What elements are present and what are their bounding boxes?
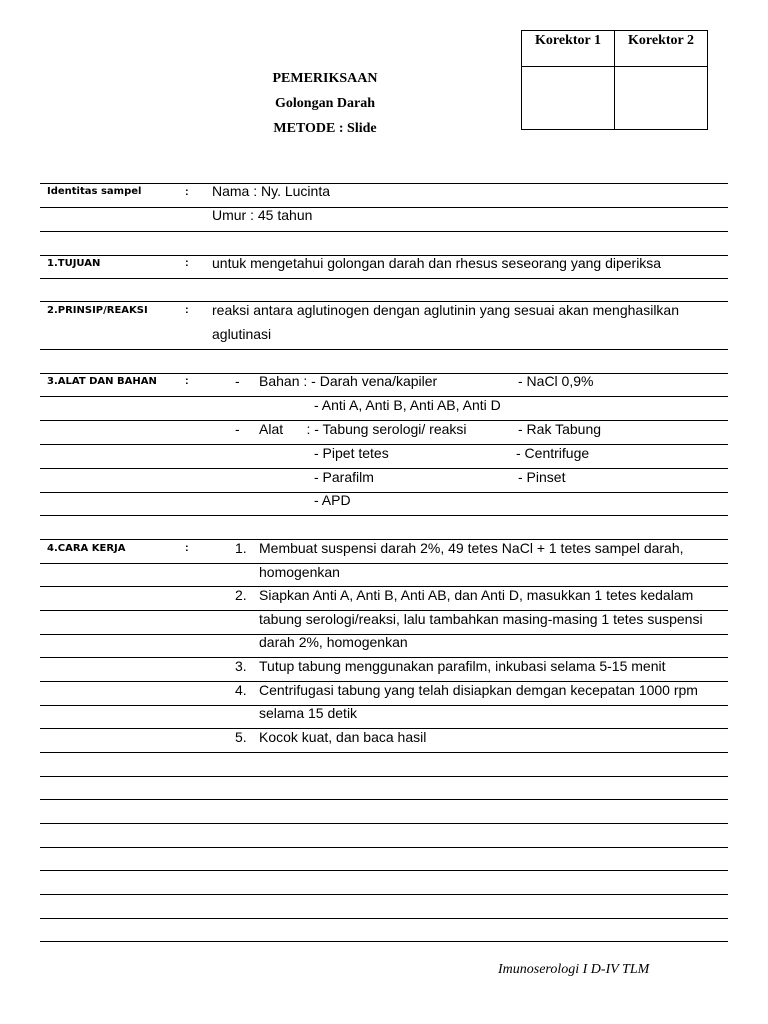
alat-item-right-3: - Pinset bbox=[518, 469, 566, 485]
step-number: 4. bbox=[235, 682, 247, 698]
corrector-2-header: Korektor 2 bbox=[628, 33, 694, 48]
step-2-line-2: tabung serologi/reaksi, lalu tambahkan masing-masing 1 tetes suspensi bbox=[259, 611, 703, 627]
corrector-1-header: Korektor 1 bbox=[535, 33, 601, 48]
corrector-box bbox=[521, 30, 708, 130]
step-4-line-2: selama 15 detik bbox=[259, 705, 358, 721]
bahan-item-1: Bahan : - Darah vena/kapiler bbox=[259, 373, 438, 389]
title-line-1: PEMERIKSAAN bbox=[272, 71, 378, 86]
corrector-2-signature-cell[interactable] bbox=[615, 67, 707, 129]
footer-course-label: Imunoserologi I D-IV TLM bbox=[498, 962, 650, 977]
bahan-item-2: - Anti A, Anti B, Anti AB, Anti D bbox=[314, 397, 501, 413]
tujuan-colon: : bbox=[185, 257, 189, 269]
alat-item-1: Alat : - Tabung serologi/ reaksi bbox=[259, 421, 467, 437]
cara-kerja-colon: : bbox=[185, 542, 189, 554]
alat-item-right-2: - Centrifuge bbox=[516, 445, 590, 461]
identity-label: Identitas sampel bbox=[47, 186, 142, 197]
step-number: 3. bbox=[235, 658, 247, 674]
tujuan-text: untuk mengetahui golongan darah dan rhesus seseorang yang diperiksa bbox=[212, 255, 662, 271]
prinsip-text-line-2: aglutinasi bbox=[212, 326, 272, 342]
sample-name: Nama : Ny. Lucinta bbox=[212, 183, 331, 199]
prinsip-text-line-1: reaksi antara aglutinogen dengan aglutinin yang sesuai akan menghasilkan bbox=[212, 302, 679, 318]
step-2-line-1: Siapkan Anti A, Anti B, Anti AB, dan Anti D, masukkan 1 tetes kedalam bbox=[259, 587, 694, 603]
alat-item-4: - APD bbox=[314, 492, 351, 508]
prinsip-label: 2.PRINSIP/REAKSI bbox=[47, 305, 148, 316]
sample-age: Umur : 45 tahun bbox=[212, 207, 313, 223]
step-2-line-3: darah 2%, homogenkan bbox=[259, 634, 408, 650]
step-number: 1. bbox=[235, 540, 247, 556]
prinsip-colon: : bbox=[185, 304, 189, 316]
step-1-line-2: homogenkan bbox=[259, 564, 340, 580]
tujuan-label: 1.TUJUAN bbox=[47, 258, 101, 269]
step-4-line-1: Centrifugasi tabung yang telah disiapkan demgan kecepatan 1000 rpm bbox=[259, 682, 698, 698]
alat-dash: - bbox=[235, 421, 240, 437]
step-1-line-1: Membuat suspensi darah 2%, 49 tetes NaCl + 1 tetes sampel darah, bbox=[259, 540, 684, 556]
step-number: 5. bbox=[235, 729, 247, 745]
alat-item-right-1: - Rak Tabung bbox=[518, 421, 602, 437]
cara-kerja-label: 4.CARA KERJA bbox=[47, 543, 126, 554]
step-5-line-1: Kocok kuat, dan baca hasil bbox=[259, 729, 427, 745]
alat-bahan-colon: : bbox=[185, 375, 189, 387]
bahan-dash: - bbox=[235, 373, 240, 389]
step-number: 2. bbox=[235, 587, 247, 603]
alat-item-3: - Parafilm bbox=[314, 469, 374, 485]
title-line-3: METODE : Slide bbox=[273, 121, 377, 136]
alat-item-2: - Pipet tetes bbox=[314, 445, 389, 461]
title-line-2: Golongan Darah bbox=[275, 96, 375, 111]
step-3-line-1: Tutup tabung menggunakan parafilm, inkubasi selama 5-15 menit bbox=[259, 658, 666, 674]
corrector-1-signature-cell[interactable] bbox=[522, 67, 614, 129]
identity-colon: : bbox=[185, 186, 189, 198]
alat-bahan-label: 3.ALAT DAN BAHAN bbox=[47, 376, 157, 387]
bahan-item-right: - NaCl 0,9% bbox=[518, 373, 594, 389]
